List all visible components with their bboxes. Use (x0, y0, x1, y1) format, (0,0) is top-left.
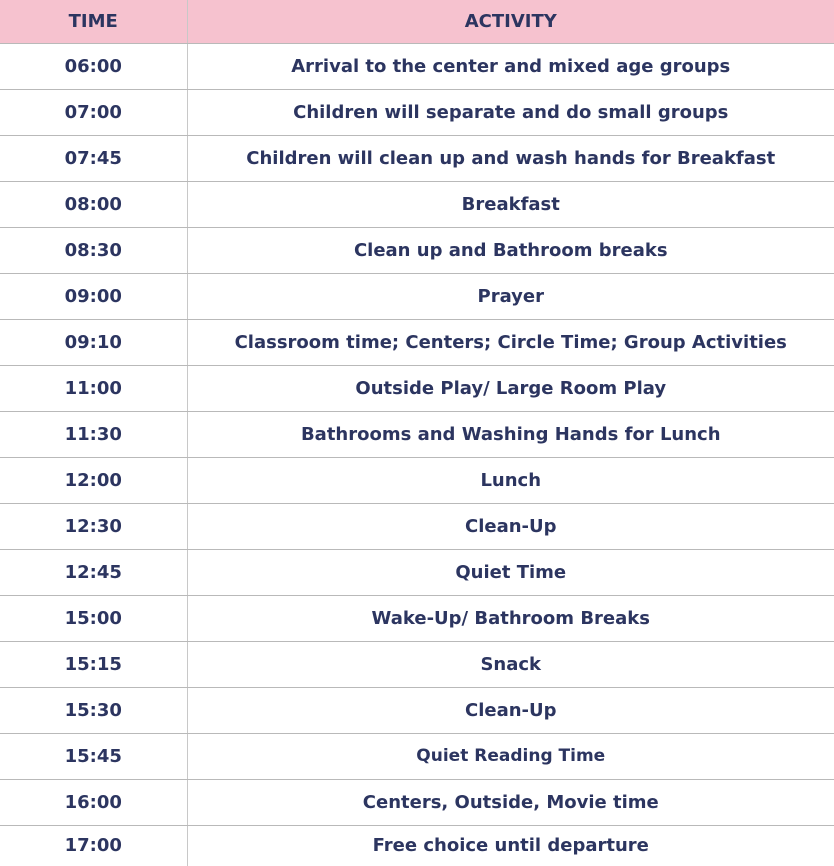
time-cell: 07:45 (0, 135, 187, 181)
activity-cell: Clean-Up (187, 503, 834, 549)
time-cell: 15:00 (0, 595, 187, 641)
activity-cell: Quiet Time (187, 549, 834, 595)
activity-cell: Prayer (187, 273, 834, 319)
activity-cell: Clean up and Bathroom breaks (187, 227, 834, 273)
table-row (0, 43, 834, 89)
activity-cell: Breakfast (187, 181, 834, 227)
activity-cell: Classroom time; Centers; Circle Time; Group Activities (187, 319, 834, 365)
activity-cell: Arrival to the center and mixed age groups (187, 43, 834, 89)
table-row (0, 641, 834, 687)
table-row (0, 365, 834, 411)
header-row (0, 0, 834, 43)
activity-cell: Outside Play/ Large Room Play (187, 365, 834, 411)
table-row (0, 733, 834, 779)
time-cell: 15:45 (0, 733, 187, 779)
time-cell: 09:00 (0, 273, 187, 319)
activity-cell: Wake-Up/ Bathroom Breaks (187, 595, 834, 641)
activity-column-header: ACTIVITY (187, 0, 834, 43)
time-cell: 15:15 (0, 641, 187, 687)
time-cell: 08:30 (0, 227, 187, 273)
time-cell: 17:00 (0, 825, 187, 866)
table-row (0, 135, 834, 181)
time-cell: 11:30 (0, 411, 187, 457)
table-row (0, 779, 834, 825)
activity-cell: Centers, Outside, Movie time (187, 779, 834, 825)
time-cell: 16:00 (0, 779, 187, 825)
time-cell: 09:10 (0, 319, 187, 365)
time-cell: 08:00 (0, 181, 187, 227)
table-header (0, 0, 834, 43)
activity-cell: Snack (187, 641, 834, 687)
time-cell: 12:00 (0, 457, 187, 503)
activity-cell: Clean-Up (187, 687, 834, 733)
activity-cell: Children will separate and do small groups (187, 89, 834, 135)
time-column-header: TIME (0, 0, 187, 43)
table-row (0, 227, 834, 273)
table-row (0, 319, 834, 365)
time-cell: 12:30 (0, 503, 187, 549)
table-row (0, 549, 834, 595)
time-cell: 11:00 (0, 365, 187, 411)
activity-cell: Quiet Reading Time (187, 733, 834, 779)
time-cell: 15:30 (0, 687, 187, 733)
activity-cell: Children will clean up and wash hands for Breakfast (187, 135, 834, 181)
time-cell: 07:00 (0, 89, 187, 135)
table-row (0, 181, 834, 227)
table-row (0, 503, 834, 549)
table-row (0, 273, 834, 319)
activity-cell: Lunch (187, 457, 834, 503)
activity-cell: Free choice until departure (372, 835, 649, 857)
time-cell: 12:45 (0, 549, 187, 595)
table-row (0, 595, 834, 641)
table-row (0, 457, 834, 503)
table-row (0, 825, 834, 866)
time-cell: 06:00 (0, 43, 187, 89)
table-body (0, 43, 834, 866)
table-row (0, 687, 834, 733)
table-row (0, 411, 834, 457)
activity-cell: Bathrooms and Washing Hands for Lunch (187, 411, 834, 457)
table-row (0, 89, 834, 135)
